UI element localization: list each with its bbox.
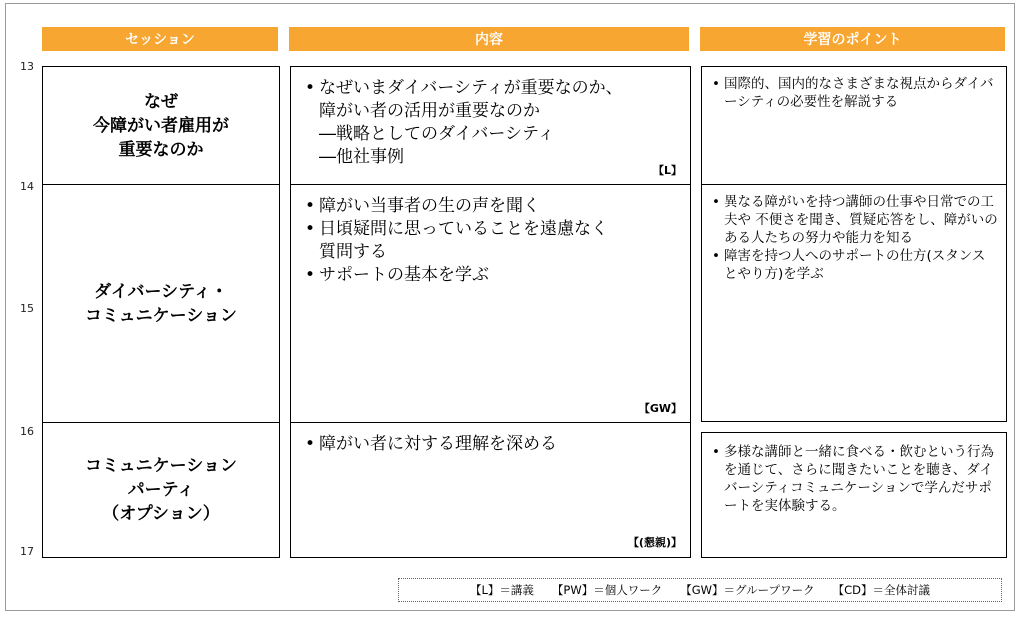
points-cell-3 [701,432,1007,558]
session-title-line: コミュニケーション [85,306,237,326]
session-cell-3 [42,422,280,558]
content-cell-1 [290,66,691,186]
point-item: • 異なる障がいを持つ講師の仕事や日常での工夫や 不便さを聞き、質疑応答をし、障がいのある人たちの努力や能力を知る [712,193,998,247]
activity-tag: 【(懇親)】 [627,536,682,549]
legend-item: 【L】＝講義 [470,583,534,597]
legend [398,578,1002,602]
activity-tag: 【L】 [652,164,682,177]
header-session: セッション [42,27,278,51]
content-cell-2 [290,184,691,424]
session-title-line: （オプション） [102,504,220,524]
point-item: • 国際的、国内的なさまざまな視点からダイバーシティの必要性を解説する [712,75,998,111]
session-cell-2 [42,184,280,424]
content-item: • 障がい者に対する理解を深める [305,433,682,456]
time-label: 15 [20,302,34,315]
content-subline: ―戦略としてのダイバーシティ [319,124,555,144]
activity-tag: 【GW】 [638,402,682,415]
legend-item: 【PW】＝個人ワーク [551,583,663,597]
session-title-line: パーティ [127,480,195,500]
legend-item: 【CD】＝全体討議 [832,583,930,597]
session-title-line: コミュニケーション [85,456,237,476]
content-item: • 障がい当事者の生の声を聞く [305,195,682,218]
time-label: 17 [20,545,34,558]
header-content: 内容 [289,27,689,51]
points-cell-2 [701,184,1007,422]
session-title-line: ダイバーシティ・ [94,282,228,302]
content-item: • サポートの基本を学ぶ [305,264,682,287]
session-cell-1 [42,66,280,186]
session-title-line: 重要なのか [118,140,204,160]
content-item: • なぜいまダイバーシティが重要なのか、 [305,77,682,100]
header-points: 学習のポイント [700,27,1005,51]
time-label: 16 [20,425,34,438]
content-cell-3 [290,422,691,558]
content-item: • 日頃疑問に思っていることを遠慮なく [305,218,682,241]
point-item: • 多様な講師と一緒に食べる・飲むという行為を通じて、さらに聞きたいことを聴き、ダイバーシティコミュニケーションで学んだサポートを実体験する。 [712,443,998,515]
points-cell-1 [701,66,1007,186]
session-title-line: なぜ [144,92,178,112]
time-label: 14 [20,180,34,193]
content-line: 障がい者の活用が重要なのか [319,101,540,121]
legend-item: 【GW】＝グループワーク [680,583,815,597]
session-title-line: 今障がい者雇用が [93,116,229,136]
time-label: 13 [20,60,34,73]
content-line: 質問する [319,242,387,262]
content-subline: ―他社事例 [319,147,404,167]
point-item: • 障害を持つ人へのサポートの仕方(スタンスとやり方)を学ぶ [712,247,998,283]
